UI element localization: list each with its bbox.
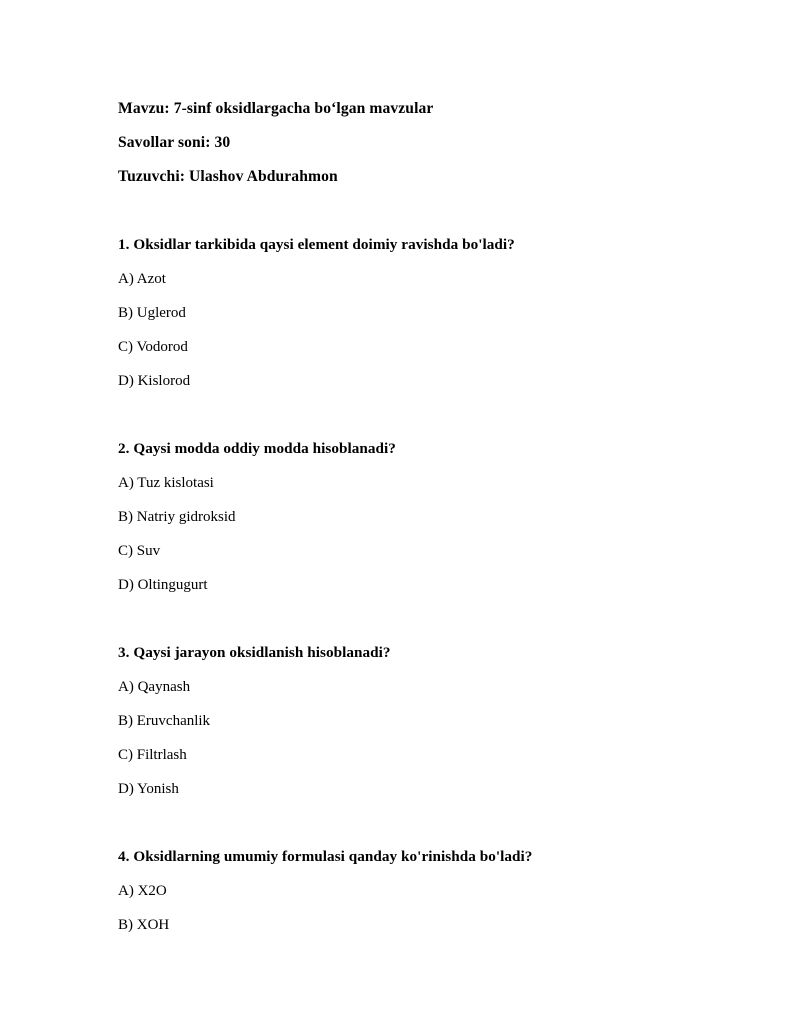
question-option: A) X2O [118,883,167,899]
question-option: A) Tuz kislotasi [118,475,214,491]
question-block-3 [118,636,730,806]
question-spacer [118,602,730,636]
question-option: B) Eruvchanlik [118,713,211,729]
question-spacer [118,398,730,432]
question-option: B) Natriy gidroksid [118,509,236,525]
question-option: A) Azot [118,271,166,287]
question-option: C) Suv [118,543,161,559]
question-option: D) Oltingugurt [118,577,208,593]
question-option: B) XOH [118,917,170,933]
header-spacer [118,194,730,228]
question-count-line: Savollar soni: 30 [118,134,231,151]
question-option: A) Qaynash [118,679,191,695]
question-prompt: 4. Oksidlarning umumiy formulasi qanday ko'rinishda bo'ladi? [118,848,533,865]
question-option: C) Filtrlash [118,747,187,763]
document-header [118,92,730,194]
question-option: C) Vodorod [118,339,188,355]
question-option: D) Yonish [118,781,179,797]
question-spacer [118,806,730,840]
question-block-1 [118,228,730,398]
topic-line: Mavzu: 7-sinf oksidlargacha bo‘lgan mavzular [118,100,434,117]
question-option: D) Kislorod [118,373,191,389]
question-option: B) Uglerod [118,305,186,321]
author-line: Tuzuvchi: Ulashov Abdurahmon [118,168,338,185]
question-block-2 [118,432,730,602]
document-body [118,92,730,942]
question-prompt: 2. Qaysi modda oddiy modda hisoblanadi? [118,440,396,457]
question-block-4 [118,840,730,942]
question-prompt: 1. Oksidlar tarkibida qaysi element doimiy ravishda bo'ladi? [118,236,515,253]
question-prompt: 3. Qaysi jarayon oksidlanish hisoblanadi? [118,644,391,661]
